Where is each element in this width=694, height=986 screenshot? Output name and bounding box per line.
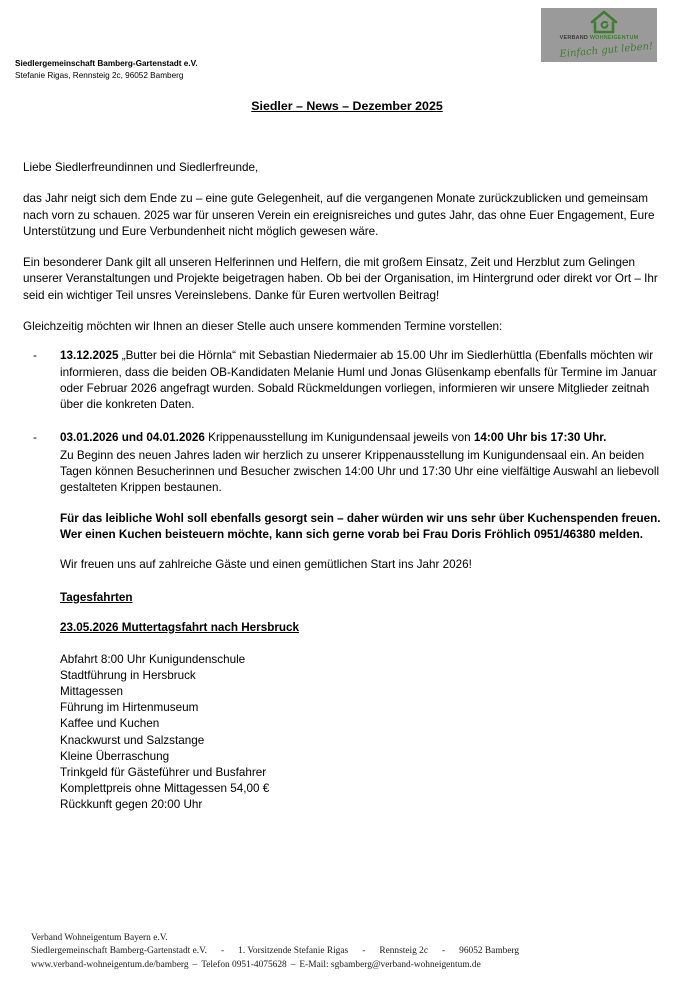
list-item: Stadtführung in Hersbruck <box>60 668 196 682</box>
footer-city: 96052 Bamberg <box>459 946 520 957</box>
event-description: „Butter bei die Hörnla“ mit Sebastian Niedermaier ab 15.00 Uhr im Siedlerhüttla (Ebenfalls möchten wir informieren, dass die beiden OB-Kandidaten Melanie Huml und Jonas Glüsenkamp ebenfalls für Termine im Januar oder Februar 2026 angefragt wurden. Sobald Rückmeldungen vorliegen, informieren wir unsere Mitglieder zeitnah über die konkreten Daten. <box>60 349 657 412</box>
logo-tagline: Einfach gut leben! <box>559 41 654 61</box>
section-heading-tagesfahrten: Tagesfahrten <box>60 590 133 604</box>
house-icon <box>590 10 618 34</box>
footer-phone: Telefon 0951-4075628 <box>201 959 287 970</box>
verband-wohneigentum-logo <box>541 8 657 62</box>
list-item: Trinkgeld für Gästeführer und Busfahrer <box>60 766 267 780</box>
paragraph-dates-intro: Gleichzeitig möchten wir Ihnen an dieser Stelle auch unsere kommenden Termine vorstellen: <box>23 320 503 334</box>
event-description: Krippenausstellung im Kunigundensaal jeweils von <box>204 430 474 444</box>
footer-street: Rennsteig 2c <box>379 946 429 957</box>
footer-line-1: Verband Wohneigentum Bayern e.V. <box>31 933 168 943</box>
footer-dash: – <box>290 959 296 970</box>
closing-invite: Wir freuen uns auf zahlreiche Gäste und einen gemütlichen Start ins Jahr 2026! <box>60 558 472 572</box>
footer-dot: - <box>442 946 446 957</box>
list-item: Knackwurst und Salzstange <box>60 733 205 747</box>
paragraph-thanks: Ein besonderer Dank gilt all unseren Helferinnen und Helfern, die mit großem Einsatz, Zeit und Herzblut zum Gelingen unserer Veranstaltungen und Projekte beigetragen haben. Ob bei der Organisation, im Hintergrund oder direkt vor Ort – Ihr seid ein wichtiger Teil unsres Vereinslebens. Danke für Euren wertvollen Beitrag! <box>23 256 658 302</box>
event-time: 14:00 Uhr bis 17:30 Uhr. <box>473 430 607 444</box>
bullet-marker: - <box>33 349 37 363</box>
sender-organization: Siedlergemeinschaft Bamberg-Gartenstadt e.V. <box>15 59 198 68</box>
page-footer <box>31 932 671 972</box>
itinerary-list <box>23 652 671 814</box>
logo-word-wohneigentum: WOHNEIGENTUM <box>589 35 639 41</box>
logo-wordmark <box>541 35 657 42</box>
list-item: Kaffee und Kuchen <box>60 717 160 731</box>
footer-line-2 <box>31 945 671 958</box>
sender-block <box>15 58 198 81</box>
list-item: Abfahrt 8:00 Uhr Kunigundenschule <box>60 652 246 666</box>
footer-line-3 <box>31 959 671 972</box>
footer-dot: - <box>362 946 366 957</box>
page-title: Siedler – News – Dezember 2025 <box>251 99 443 113</box>
salutation: Liebe Siedlerfreundinnen und Siedlerfreunde, <box>23 161 259 174</box>
cake-donation-notice: Für das leibliche Wohl soll ebenfalls gesorgt sein – daher würden wir uns sehr über Kuchenspenden freuen. Wer einen Kuchen beisteuern möchte, kann sich gerne vorab bei Frau Doris Fröhlich 0951/46380 melden. <box>60 511 661 542</box>
logo-word-verband: VERBAND <box>559 35 590 41</box>
list-item <box>23 430 671 446</box>
list-item <box>23 348 671 413</box>
list-item: Komplettpreis ohne Mittagessen 54,00 € <box>60 782 270 796</box>
list-item: Führung im Hirtenmuseum <box>60 701 199 715</box>
event-date: 03.01.2026 und 04.01.2026 <box>60 430 205 444</box>
trip-heading: 23.05.2026 Muttertagsfahrt nach Hersbruck <box>60 620 300 634</box>
list-item: Mittagessen <box>60 685 124 699</box>
events-list <box>23 348 671 813</box>
footer-role: 1. Vorsitzende Stefanie Rigas <box>238 946 349 957</box>
event-detail-text: Zu Beginn des neuen Jahres laden wir herzlich zu unserer Krippenausstellung im Kunigundensaal ein. An beiden Tagen können Besucherinnen und Besucher zwischen 14:00 Uhr und 17:30 Uhr eine vielfältige Auswahl an liebevoll gestalteten Krippen bestaunen. <box>60 448 660 495</box>
document-body <box>23 160 671 814</box>
list-item: Kleine Überraschung <box>60 749 170 763</box>
sender-address: Stefanie Rigas, Rennsteig 2c, 96052 Bamberg <box>15 70 184 80</box>
footer-dash: – <box>192 959 198 970</box>
event-date: 13.12.2025 <box>60 349 119 363</box>
footer-dot: - <box>221 946 225 957</box>
footer-org: Siedlergemeinschaft Bamberg-Gartenstadt e.V. <box>31 946 207 957</box>
bullet-marker: - <box>33 430 37 444</box>
paragraph-intro: das Jahr neigt sich dem Ende zu – eine gute Gelegenheit, auf die vergangenen Monate zurückzublicken und gemeinsam nach vorn zu schauen. 2025 war für unseren Verein ein ereignisreiches und gutes Jahr, das ohne Euer Engagement, Eure Unterstützung und Eure Verbundenheit nicht möglich gewesen wäre. <box>23 192 655 238</box>
footer-website[interactable]: www.verband-wohneigentum.de/bamberg <box>31 959 189 970</box>
list-item: Rückkunft gegen 20:00 Uhr <box>60 798 203 812</box>
footer-email[interactable]: E-Mail: sgbamberg@verband-wohneigentum.de <box>299 959 481 970</box>
